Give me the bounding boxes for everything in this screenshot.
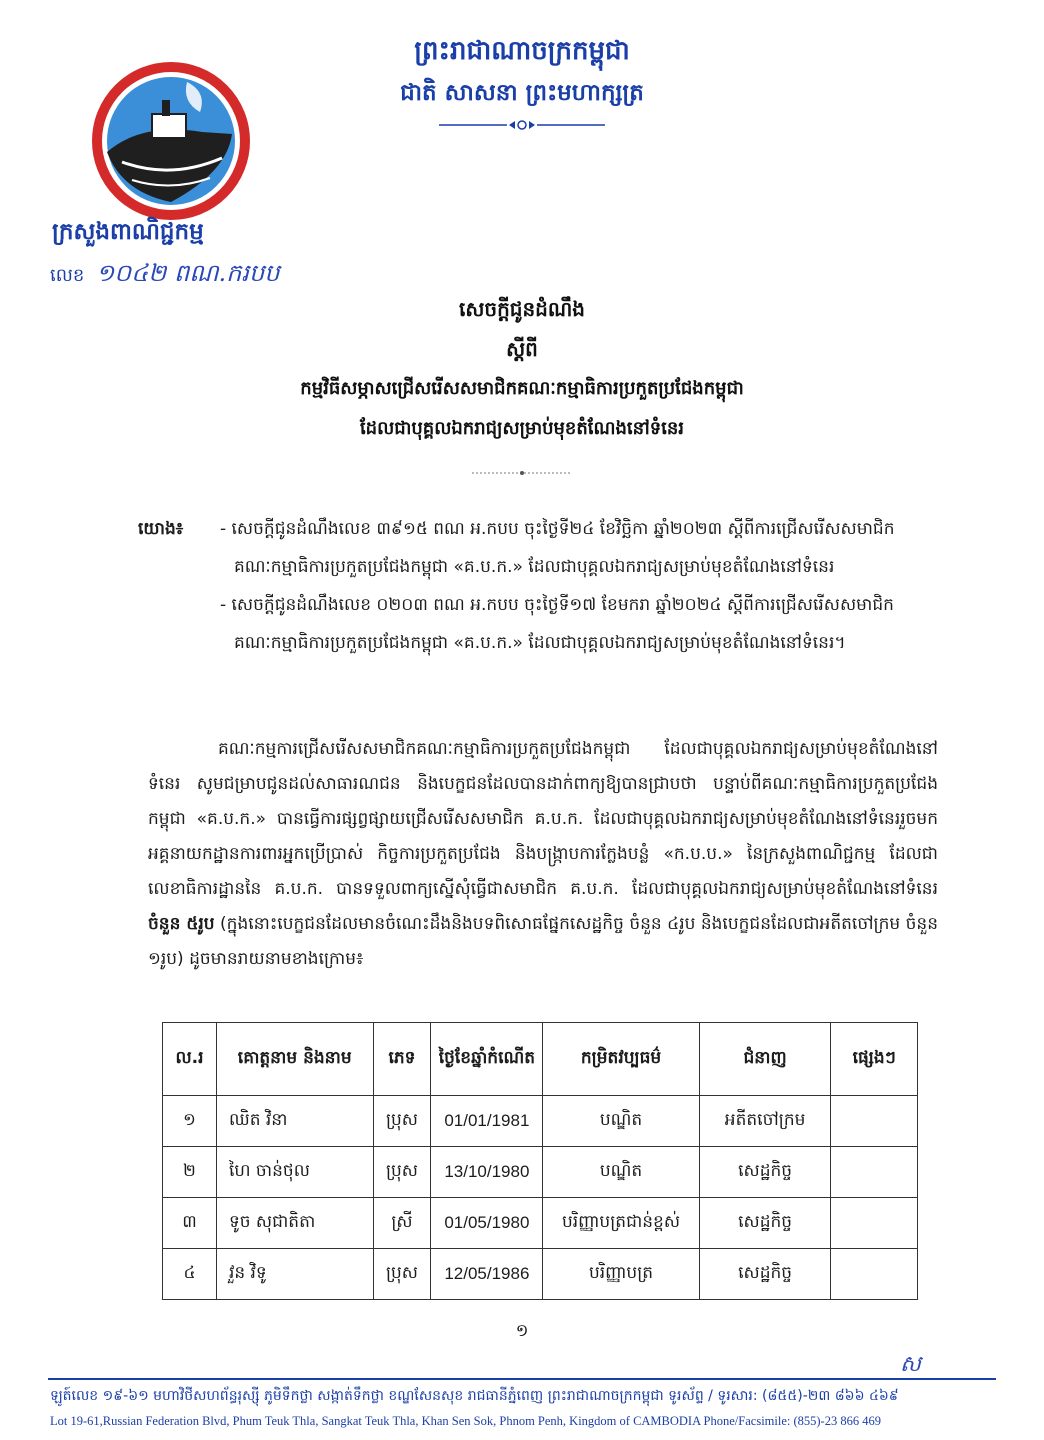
column-header-no: ល.រ (163, 1023, 217, 1096)
footer-divider (48, 1378, 996, 1380)
body-text-part-2: (ក្នុងនោះបេក្ខជនដែលមានចំណេះដឹងនិងបទពិសោធផ្នែកសេដ្ឋកិច្ច ចំនួន ៤រូប និងបេក្ខជនដែលជាអតីតចៅក្រម ចំនួន ១រូប) ដូចមានរាយនាមខាងក្រោម៖ (148, 914, 938, 969)
reference-number-handwritten: ១០៤២ ពណ.ករបប (96, 259, 280, 287)
table-row (163, 1147, 918, 1198)
table-header-row (163, 1023, 918, 1096)
cell-education: បណ្ឌិត (543, 1096, 699, 1147)
title-line-2: ស្តីពី (506, 337, 538, 361)
cell-dob: 13/10/1980 (431, 1147, 543, 1198)
cell-other (831, 1096, 918, 1147)
cell-sex: ប្រុស (373, 1249, 431, 1300)
table-row (163, 1198, 918, 1249)
cell-no: ៤ (163, 1249, 217, 1300)
cell-name: ឈិត វិនា (216, 1096, 373, 1147)
cell-sex: ប្រុស (373, 1147, 431, 1198)
ministry-logo-icon (82, 62, 260, 220)
cell-name: ហៃ ចាន់ថុល (216, 1147, 373, 1198)
kingdom-title: ព្រះរាជាណាចក្រកម្ពុជា (414, 36, 630, 66)
cell-other (831, 1249, 918, 1300)
column-header-education: កម្រិតវប្បធម៌ (543, 1023, 699, 1096)
reference-item: - សេចក្តីជូនដំណឹងលេខ ៣៩១៥ ពណ អ.កបប ចុះថ្ងៃទី២៤ ខែវិច្ឆិកា ឆ្នាំ២០២៣ ស្តីពីការជ្រើសរើសសមាជិកគណៈកម្មាធិការប្រកួតប្រជែងកម្ពុជា «គ.ប.ក.» ដែលជាបុគ្គលឯករាជ្យសម្រាប់មុខតំណែងនៅទំនេរ (220, 519, 895, 577)
cell-sex: ស្រី (373, 1198, 431, 1249)
column-header-sex: ភេទ (373, 1023, 431, 1096)
reference-item: - សេចក្តីជូនដំណឹងលេខ ០២០៣ ពណ អ.កបប ចុះថ្ងៃទី១៧ ខែមករា ឆ្នាំ២០២៤ ស្តីពីការជ្រើសរើសសមាជិកគណៈកម្មាធិការប្រកួតប្រជែងកម្ពុជា «គ.ប.ក.» ដែលជាបុគ្គលឯករាជ្យសម្រាប់មុខតំណែងនៅទំនេរ។ (220, 595, 894, 653)
column-header-name: គោត្តនាម និងនាម (216, 1023, 373, 1096)
column-header-dob: ថ្ងៃខែឆ្នាំកំណើត (431, 1023, 543, 1096)
ornament-divider-icon (437, 118, 607, 132)
cell-dob: 01/05/1980 (431, 1198, 543, 1249)
cell-skill: សេដ្ឋកិច្ច (699, 1147, 831, 1198)
cell-name: ទូច សុជាតិតា (216, 1198, 373, 1249)
table-row (163, 1249, 918, 1300)
reference-prefix: លេខ (50, 265, 85, 286)
cell-other (831, 1198, 918, 1249)
page-number: ១ (515, 1321, 529, 1341)
cell-skill: សេដ្ឋកិច្ច (699, 1249, 831, 1300)
footer-address-khmer: ឡូត៍លេខ ១៩-៦១ មហាវិថីសហព័ន្ធរុស្ស៊ី ភូមិទឹកថ្លា សង្កាត់ទឹកថ្លា ខណ្ឌសែនសុខ រាជធានីភ្នំពេញ ព្រះរាជាណាចក្រកម្ពុជា ទូរស័ព្ទ / ទូរសារ: (៨៥៥)-២៣ ៨៦៦ ៤៦៩ (50, 1388, 899, 1404)
document-title (0, 294, 1044, 454)
cell-education: បរិញ្ញាបត្រ (543, 1249, 699, 1300)
title-divider-icon (472, 470, 572, 476)
references-section (138, 510, 938, 662)
cell-education: បរិញ្ញាបត្រជាន់ខ្ពស់ (543, 1198, 699, 1249)
cell-name: វួន វិទូ (216, 1249, 373, 1300)
title-line-4: ដែលជាបុគ្គលឯករាជ្យសម្រាប់មុខតំណែងនៅទំនេរ (359, 418, 685, 439)
cell-dob: 12/05/1986 (431, 1249, 543, 1300)
table-row (163, 1096, 918, 1147)
column-header-other: ផ្សេងៗ (831, 1023, 918, 1096)
national-motto: ជាតិ សាសនា ព្រះមហាក្សត្រ (400, 80, 644, 106)
cell-no: ៣ (163, 1198, 217, 1249)
cell-skill: អតីតចៅក្រម (699, 1096, 831, 1147)
cell-sex: ប្រុស (373, 1096, 431, 1147)
title-line-3: កម្មវិធីសម្ភាសជ្រើសរើសសមាជិកគណៈកម្មាធិការប្រកួតប្រជែងកម្ពុជា (300, 378, 744, 399)
body-text-part-1: គណៈកម្មការជ្រើសរើសសមាជិកគណៈកម្មាធិការប្រកួតប្រជែងកម្ពុជា ដែលជាបុគ្គលឯករាជ្យសម្រាប់មុខតំណែងនៅទំនេរ សូមជម្រាបជូនដល់សាធារណជន និងបេក្ខជនដែលបានដាក់ពាក្យឱ្យបានជ្រាបថា បន្ទាប់ពីគណៈកម្មាធិការប្រកួតប្រជែងកម្ពុជា «គ.ប.ក.» បានធ្វើការផ្សព្វផ្សាយជ្រើសរើសសមាជិក គ.ប.ក. ដែលជាបុគ្គលឯករាជ្យសម្រាប់មុខតំណែងនៅទំនេររួចមក អគ្គនាយកដ្ឋានការពារអ្នកប្រើប្រាស់ កិច្ចការប្រកួតប្រជែង និងបង្ក្រាបការក្លែងបន្លំ «ក.ប.ប.» នៃក្រសួងពាណិជ្ជកម្ម ដែលជាលេខាធិការដ្ឋាននៃ គ.ប.ក. បានទទួលពាក្យស្នើសុំធ្វើជាសមាជិក គ.ប.ក. ដែលជាបុគ្គលឯករាជ្យសម្រាប់មុខតំណែងនៅទំនេរ (148, 739, 938, 899)
title-line-1: សេចក្តីជូនដំណឹង (459, 297, 585, 321)
cell-skill: សេដ្ឋកិច្ច (699, 1198, 831, 1249)
reference-number (50, 258, 279, 293)
footer-address-english: Lot 19-61,Russian Federation Blvd, Phum Teuk Thla, Sangkat Teuk Thla, Khan Sen Sok, Phnom Penh, Kingdom of CAMBODIA Phone/Facsimile: (855)-23 866 469 (50, 1414, 881, 1428)
ministry-name: ក្រសួងពាណិជ្ជកម្ម (52, 219, 204, 245)
signature-initials: ស (900, 1352, 921, 1377)
cell-no: ២ (163, 1147, 217, 1198)
column-header-skill: ជំនាញ (699, 1023, 831, 1096)
cell-dob: 01/01/1981 (431, 1096, 543, 1147)
candidates-table (162, 1022, 918, 1300)
references-label: យោង៖ (138, 519, 184, 539)
cell-education: បណ្ឌិត (543, 1147, 699, 1198)
cell-other (831, 1147, 918, 1198)
body-paragraph (148, 732, 938, 977)
cell-no: ១ (163, 1096, 217, 1147)
body-text-bold: ចំនួន ៥រូប (148, 914, 215, 934)
